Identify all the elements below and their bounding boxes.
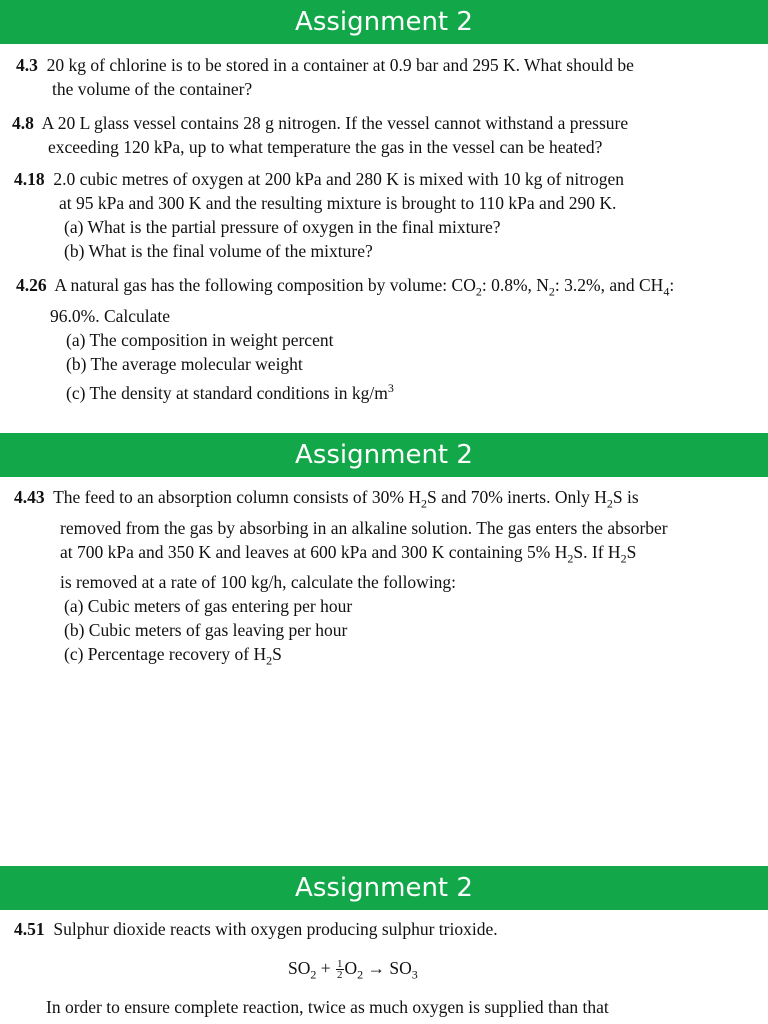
problem-number: 4.43 (14, 487, 45, 507)
problem-number: 4.3 (16, 55, 38, 75)
problem-text: is removed at a rate of 100 kg/h, calculate the following: (60, 572, 457, 592)
slide-banner-3: Assignment 2 (0, 866, 768, 910)
problem-number: 4.51 (14, 919, 45, 939)
problem-text: A 20 L glass vessel contains 28 g nitrogen. If the vessel cannot withstand a pressure (41, 113, 629, 133)
option-b: (b) The average molecular weight (66, 353, 303, 374)
problem-text: The feed to an absorption column consists of 30% $H_2S$ and 70% inerts. Only $H_2S$ is (53, 487, 639, 511)
option-c: (c) Percentage recovery of $H_2S$ (64, 644, 282, 668)
problem-text: at 700 kPa and 350 K and leaves at 600 kPa and 300 K containing 5% $H_2S$. If $H_2S$ (60, 541, 637, 565)
problem-4-26 (16, 273, 674, 404)
problem-number: 4.18 (14, 169, 45, 189)
problem-text: Sulphur dioxide reacts with oxygen producing sulphur trioxide. (53, 919, 498, 939)
problem-4-51-continued (46, 995, 609, 1019)
problem-text: the volume of the container? (52, 79, 253, 99)
slide-banner-1: Assignment 2 (0, 0, 768, 44)
problem-text: removed from the gas by absorbing in an alkaline solution. The gas enters the absorber (60, 517, 668, 538)
problem-text: 20 kg of chlorine is to be stored in a container at 0.9 bar and 295 K. What should be (46, 55, 634, 75)
problem-4-43 (14, 485, 668, 673)
problem-text: exceeding 120 kPa, up to what temperature the gas in the vessel can be heated? (48, 137, 603, 157)
problem-text: In order to ensure complete reaction, twice as much oxygen is supplied than that (46, 997, 609, 1017)
problem-4-3 (16, 53, 634, 101)
option-a: (a) The composition in weight percent (66, 329, 334, 350)
slide-banner-2: Assignment 2 (0, 433, 768, 477)
option-b: (b) Cubic meters of gas leaving per hour (64, 620, 348, 640)
problem-number: 4.8 (12, 113, 34, 133)
problem-text: A natural gas has the following composition by volume: $CO_2$: 0.8%, $N_2$: 3.2%, and $CH_4$: (54, 275, 675, 299)
problem-text: 96.0%. Calculate (50, 305, 171, 326)
problem-number: 4.26 (16, 275, 47, 295)
option-a: (a) What is the partial pressure of oxygen in the final mixture? (64, 217, 501, 237)
problem-text: 2.0 cubic metres of oxygen at 200 kPa and 280 K is mixed with 10 kg of nitrogen (53, 169, 624, 189)
option-b: (b) What is the final volume of the mixture? (64, 241, 373, 261)
fraction-one-half: $\frac{1}{2}$ (337, 958, 343, 982)
problem-4-18 (14, 167, 624, 263)
problem-text: at 95 kPa and 300 K and the resulting mixture is brought to 110 kPa and 290 K. (59, 193, 617, 213)
option-a: (a) Cubic meters of gas entering per hour (64, 596, 353, 616)
option-c: (c) The density at standard conditions in $kg/m^3$ (66, 380, 394, 403)
chemical-equation: $SO_2$ + $\frac{1}{2}$ $O_2 \to SO_3$ (288, 958, 418, 982)
problem-4-51 (14, 917, 498, 941)
problem-4-8 (12, 111, 628, 159)
